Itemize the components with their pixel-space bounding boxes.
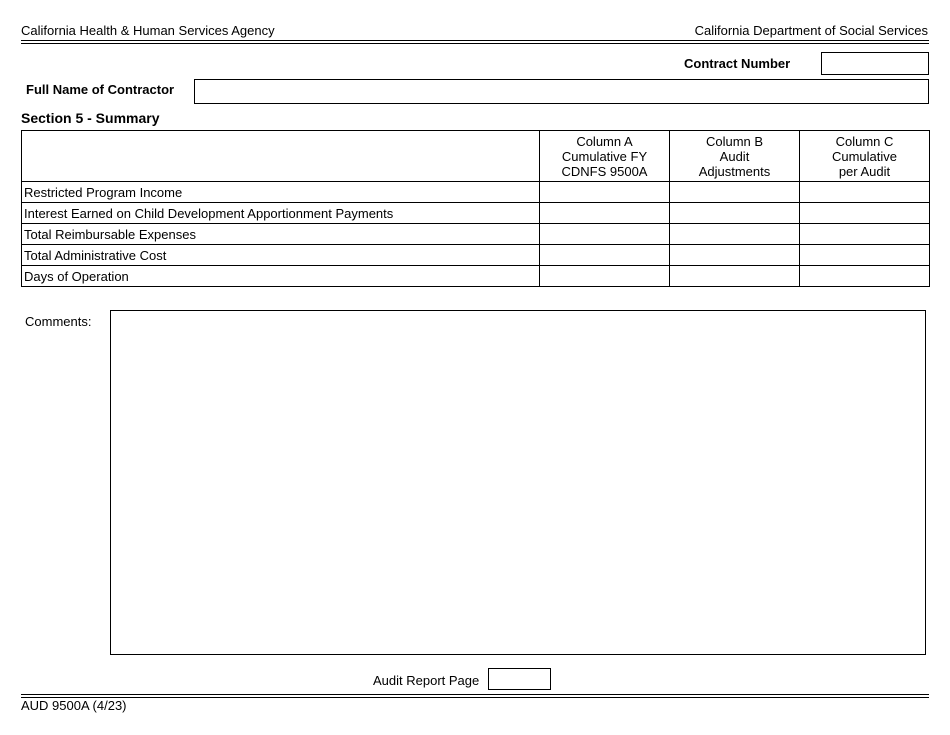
table-header-row [22, 131, 930, 182]
column-b-line1: Column B [705, 133, 764, 149]
cell-column-a[interactable] [540, 182, 670, 203]
column-a-line1: Column A [576, 133, 633, 149]
column-b-line3: Adjustments [698, 163, 771, 179]
column-a-line2: Cumulative FY [561, 148, 648, 164]
column-c-line2: Cumulative [831, 148, 898, 164]
column-a-header [540, 131, 670, 182]
row-label-total-reimbursable-expenses: Total Reimbursable Expenses [22, 224, 540, 245]
audit-report-page-label: Audit Report Page [373, 673, 480, 688]
column-a-line3: CDNFS 9500A [561, 163, 648, 179]
cell-column-a[interactable] [540, 203, 670, 224]
cell-column-b[interactable] [670, 266, 800, 287]
agency-name: California Health & Human Services Agency [21, 23, 275, 38]
comments-field[interactable] [110, 310, 926, 655]
table-row [22, 203, 930, 224]
table-header-blank [22, 131, 540, 182]
column-c-line3: per Audit [838, 163, 891, 179]
row-label-days-of-operation: Days of Operation [22, 266, 540, 287]
summary-table [21, 130, 930, 287]
cell-column-b[interactable] [670, 224, 800, 245]
cell-column-c[interactable] [800, 266, 930, 287]
column-b-header [670, 131, 800, 182]
contract-number-label: Contract Number [684, 56, 791, 71]
cell-column-c[interactable] [800, 182, 930, 203]
header-rule [21, 40, 929, 44]
cell-column-b[interactable] [670, 182, 800, 203]
form-id: AUD 9500A (4/23) [21, 698, 127, 713]
table-row [22, 182, 930, 203]
table-row [22, 245, 930, 266]
department-name: California Department of Social Services [694, 23, 928, 38]
table-row [22, 224, 930, 245]
column-c-line1: Column C [835, 133, 894, 149]
column-b-line2: Audit [719, 148, 750, 164]
table-row [22, 266, 930, 287]
contract-number-field[interactable] [821, 52, 929, 75]
cell-column-b[interactable] [670, 245, 800, 266]
row-label-interest-earned: Interest Earned on Child Development Apportionment Payments [22, 203, 540, 224]
row-label-total-administrative-cost: Total Administrative Cost [22, 245, 540, 266]
comments-label: Comments: [25, 314, 92, 329]
cell-column-c[interactable] [800, 245, 930, 266]
audit-report-page-field[interactable] [488, 668, 551, 690]
cell-column-a[interactable] [540, 224, 670, 245]
cell-column-a[interactable] [540, 266, 670, 287]
row-label-restricted-program-income: Restricted Program Income [22, 182, 540, 203]
cell-column-c[interactable] [800, 203, 930, 224]
contractor-name-label: Full Name of Contractor [26, 82, 175, 97]
cell-column-a[interactable] [540, 245, 670, 266]
cell-column-b[interactable] [670, 203, 800, 224]
contractor-name-field[interactable] [194, 79, 929, 104]
cell-column-c[interactable] [800, 224, 930, 245]
section-title: Section 5 - Summary [21, 110, 160, 126]
footer-rule [21, 694, 929, 698]
column-c-header [800, 131, 930, 182]
